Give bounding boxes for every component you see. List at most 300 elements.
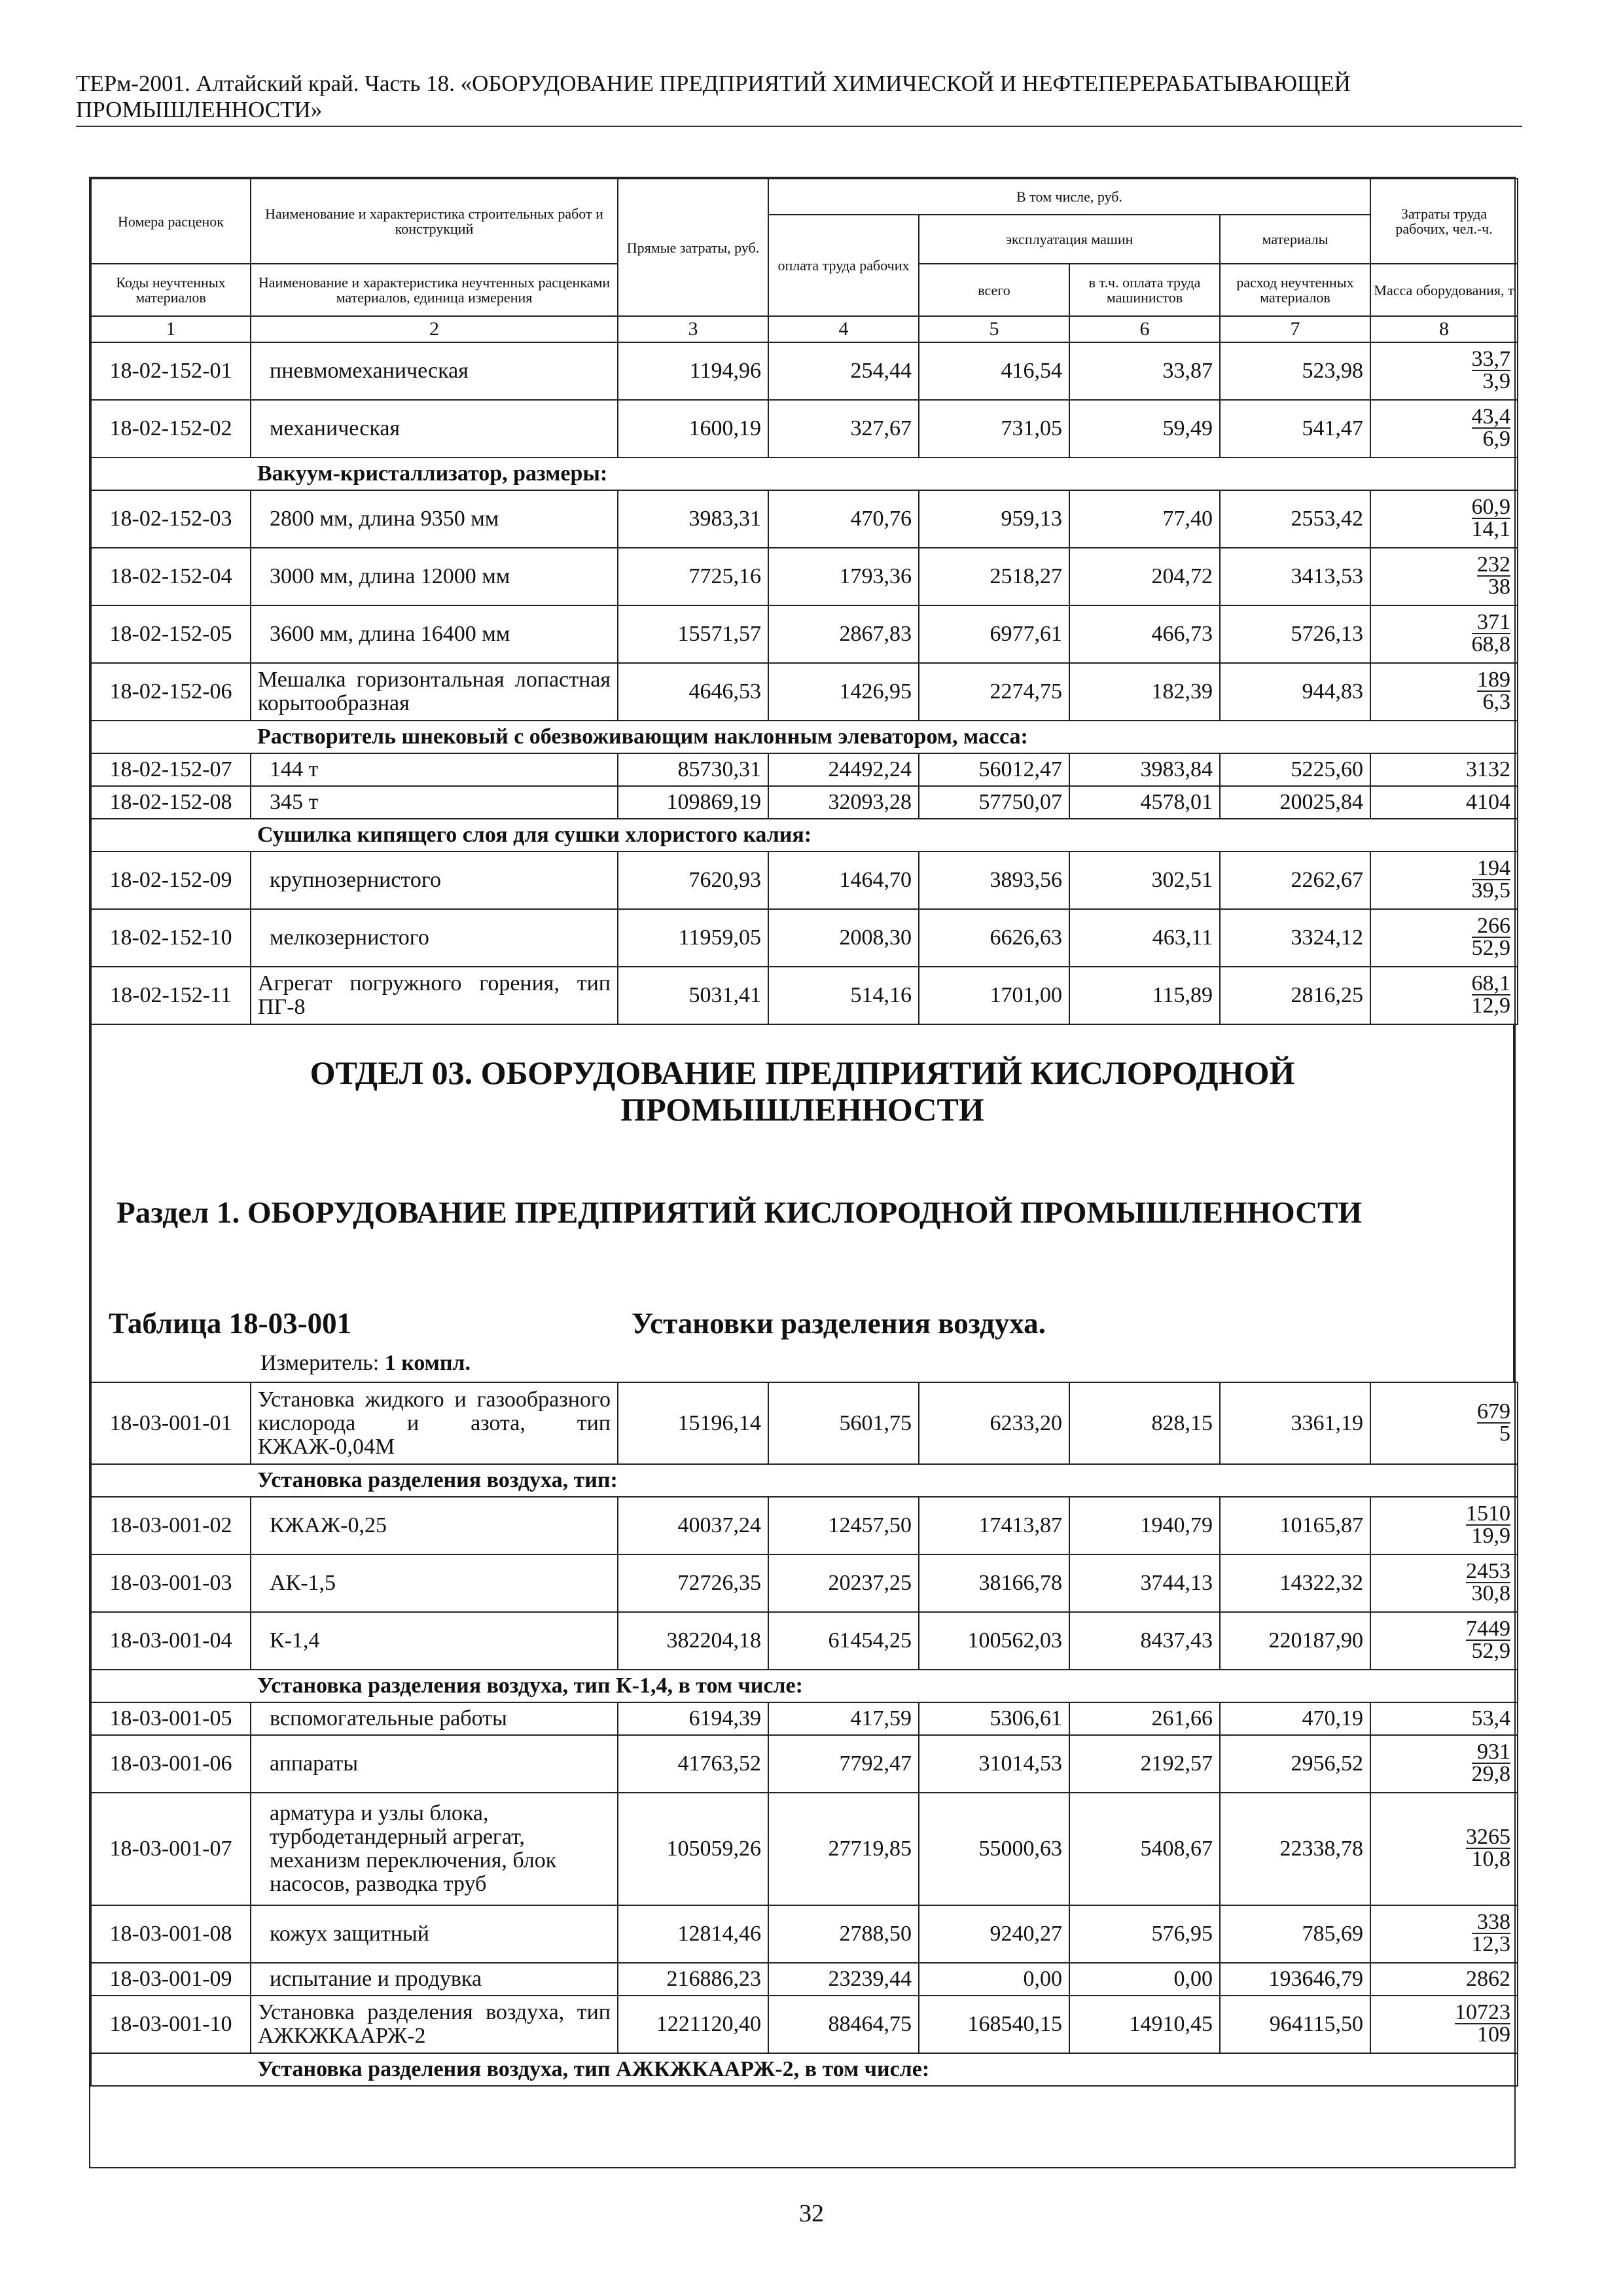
column-number: 7	[1220, 316, 1370, 342]
machines-total: 9240,27	[919, 1905, 1069, 1963]
labor-pay: 88464,75	[768, 1996, 919, 2053]
machines-pay: 302,51	[1069, 852, 1220, 909]
header-materials-sub: расход неучтенных материалов	[1220, 264, 1370, 316]
labor-pay: 1464,70	[768, 852, 919, 909]
labor-mass	[1370, 1963, 1518, 1996]
price-table-part-2	[90, 1382, 1518, 2087]
header-name-alt: Наименование и характеристика неучтенных расценками материалов, единица измерения	[251, 264, 618, 316]
labor-pay: 2008,30	[768, 909, 919, 967]
labor-over-mass-fraction	[1477, 670, 1510, 712]
section-title	[92, 1054, 1513, 1128]
equipment-mass: 12,3	[1471, 1932, 1510, 1956]
machines-pay: 261,66	[1069, 1702, 1220, 1735]
equipment-mass: 39,5	[1471, 878, 1511, 903]
work-name: аппараты	[251, 1735, 618, 1793]
group-heading: Вакуум-кристаллизатор, размеры:	[251, 457, 1518, 490]
equipment-mass: 6,3	[1482, 690, 1511, 714]
machines-total: 56012,47	[919, 753, 1069, 786]
machines-pay: 33,87	[1069, 342, 1220, 400]
labor-over-mass-fraction	[1466, 1561, 1510, 1604]
work-name: 2800 мм, длина 9350 мм	[251, 490, 618, 548]
materials: 10165,87	[1220, 1497, 1370, 1554]
labor-hours: 4104	[1466, 790, 1511, 814]
equipment-mass: 68,8	[1471, 632, 1511, 656]
labor-pay: 2867,83	[768, 605, 919, 663]
running-header-line2: ПРОМЫШЛЕННОСТИ»	[76, 97, 323, 122]
machines-pay: 8437,43	[1069, 1612, 1220, 1670]
labor-mass	[1370, 1996, 1518, 2053]
page-number: 32	[799, 2200, 824, 2227]
table-row	[91, 663, 1518, 721]
labor-hours: 43,4	[1471, 404, 1511, 429]
labor-hours: 1510	[1466, 1501, 1510, 1526]
table-name: Установки разделения воздуха.	[632, 1307, 1046, 1340]
table-row	[91, 490, 1518, 548]
machines-total: 6233,20	[919, 1382, 1069, 1464]
group-empty-cell	[91, 819, 251, 852]
rate-code: 18-03-001-03	[91, 1554, 251, 1612]
table-row	[91, 967, 1518, 1024]
direct-cost: 1600,19	[618, 400, 768, 457]
labor-hours: 3265	[1466, 1825, 1510, 1849]
labor-hours: 53,4	[1471, 1706, 1510, 1731]
machines-total: 168540,15	[919, 1996, 1069, 2053]
labor-pay: 7792,47	[768, 1735, 919, 1793]
direct-cost: 1194,96	[618, 342, 768, 400]
direct-cost: 216886,23	[618, 1963, 768, 1996]
column-number: 1	[91, 316, 251, 342]
table-row	[91, 753, 1518, 786]
group-heading-row	[91, 819, 1518, 852]
rate-code: 18-02-152-08	[91, 786, 251, 819]
labor-over-mass-fraction	[1472, 497, 1511, 539]
work-name: 345 т	[251, 786, 618, 819]
header-name: Наименование и характеристика строительных работ и конструкций	[251, 179, 618, 264]
labor-pay: 254,44	[768, 342, 919, 400]
equipment-mass: 29,8	[1471, 1762, 1510, 1786]
materials: 2262,67	[1220, 852, 1370, 909]
work-name: Мешалка горизонтальная лопастная корытообразная	[251, 663, 618, 721]
header-machines: эксплуатация машин	[919, 215, 1220, 264]
labor-mass	[1370, 1382, 1518, 1464]
rate-code: 18-02-152-02	[91, 400, 251, 457]
machines-total: 17413,87	[919, 1497, 1069, 1554]
rate-code: 18-02-152-03	[91, 490, 251, 548]
machines-pay: 3983,84	[1069, 753, 1220, 786]
labor-hours: 338	[1472, 1912, 1511, 1934]
equipment-mass: 6,9	[1482, 427, 1511, 451]
materials: 20025,84	[1220, 786, 1370, 819]
labor-pay: 5601,75	[768, 1382, 919, 1464]
machines-total: 1701,00	[919, 967, 1069, 1024]
work-name: К-1,4	[251, 1612, 618, 1670]
work-name: пневмомеханическая	[251, 342, 618, 400]
group-empty-cell	[91, 1464, 251, 1497]
table-row	[91, 1735, 1518, 1793]
rate-code: 18-02-152-09	[91, 852, 251, 909]
section-title-line1: ОТДЕЛ 03. ОБОРУДОВАНИЕ ПРЕДПРИЯТИЙ КИСЛОРОДНОЙ	[310, 1054, 1295, 1091]
labor-pay: 24492,24	[768, 753, 919, 786]
machines-pay: 14910,45	[1069, 1996, 1220, 2053]
header-direct: Прямые затраты, руб.	[618, 179, 768, 316]
column-number: 8	[1370, 316, 1518, 342]
machines-total: 2274,75	[919, 663, 1069, 721]
materials: 944,83	[1220, 663, 1370, 721]
rate-code: 18-03-001-08	[91, 1905, 251, 1963]
header-materials: материалы	[1220, 215, 1370, 264]
direct-cost: 7725,16	[618, 548, 768, 605]
direct-cost: 5031,41	[618, 967, 768, 1024]
table-row	[91, 342, 1518, 400]
header-mass: Масса оборудования, т	[1370, 264, 1518, 316]
rate-code: 18-02-152-10	[91, 909, 251, 967]
measure-unit-value: 1 компл.	[384, 1351, 471, 1375]
work-name: КЖАЖ-0,25	[251, 1497, 618, 1554]
labor-hours: 232	[1477, 552, 1511, 577]
labor-mass	[1370, 909, 1518, 967]
subsection-title: Раздел 1. ОБОРУДОВАНИЕ ПРЕДПРИЯТИЙ КИСЛОРОДНОЙ ПРОМЫШЛЕННОСТИ	[116, 1196, 1363, 1230]
materials: 3361,19	[1220, 1382, 1370, 1464]
direct-cost: 15571,57	[618, 605, 768, 663]
machines-pay: 5408,67	[1069, 1793, 1220, 1905]
materials: 785,69	[1220, 1905, 1370, 1963]
machines-total: 31014,53	[919, 1735, 1069, 1793]
rate-code: 18-03-001-01	[91, 1382, 251, 1464]
direct-cost: 85730,31	[618, 753, 768, 786]
labor-mass	[1370, 753, 1518, 786]
labor-mass	[1370, 342, 1518, 400]
labor-mass	[1370, 1735, 1518, 1793]
rate-code: 18-02-152-01	[91, 342, 251, 400]
table-row	[91, 1554, 1518, 1612]
group-empty-cell	[91, 1670, 251, 1702]
materials: 3324,12	[1220, 909, 1370, 967]
table-row	[91, 852, 1518, 909]
labor-hours: 68,1	[1471, 971, 1511, 996]
work-name: АК-1,5	[251, 1554, 618, 1612]
machines-total: 6977,61	[919, 605, 1069, 663]
table-row	[91, 548, 1518, 605]
work-name: мелкозернистого	[251, 909, 618, 967]
work-name: арматура и узлы блока, турбодетандерный агрегат, механизм переключения, блок насосов, разводка труб	[251, 1793, 618, 1905]
materials: 3413,53	[1220, 548, 1370, 605]
direct-cost: 382204,18	[618, 1612, 768, 1670]
work-name: 3000 мм, длина 12000 мм	[251, 548, 618, 605]
labor-hours: 60,9	[1471, 495, 1511, 519]
machines-pay: 466,73	[1069, 605, 1220, 663]
direct-cost: 40037,24	[618, 1497, 768, 1554]
equipment-mass: 19,9	[1471, 1524, 1510, 1548]
equipment-mass: 14,1	[1471, 517, 1511, 541]
labor-mass	[1370, 605, 1518, 663]
machines-pay: 182,39	[1069, 663, 1220, 721]
direct-cost: 3983,31	[618, 490, 768, 548]
header-labor-pay: оплата труда рабочих	[768, 215, 919, 316]
rate-code: 18-02-152-06	[91, 663, 251, 721]
group-heading-row	[91, 1464, 1518, 1497]
machines-total: 6626,63	[919, 909, 1069, 967]
materials: 14322,32	[1220, 1554, 1370, 1612]
labor-mass	[1370, 400, 1518, 457]
column-number: 6	[1069, 316, 1220, 342]
labor-hours: 266	[1472, 916, 1511, 938]
table-row	[91, 786, 1518, 819]
materials: 220187,90	[1220, 1612, 1370, 1670]
group-heading: Сушилка кипящего слоя для сушки хлористого калия:	[251, 819, 1518, 852]
machines-pay: 115,89	[1069, 967, 1220, 1024]
group-heading-row	[91, 721, 1518, 753]
labor-hours: 7449	[1466, 1617, 1510, 1641]
labor-over-mass-fraction	[1455, 2002, 1510, 2045]
labor-over-mass-fraction	[1472, 406, 1511, 449]
labor-mass	[1370, 852, 1518, 909]
machines-pay: 576,95	[1069, 1905, 1220, 1963]
labor-over-mass-fraction	[1466, 1503, 1510, 1546]
labor-hours: 33,7	[1471, 347, 1511, 371]
work-name: Установка жидкого и газообразного кислорода и азота, тип КЖАЖ-0,04М	[251, 1382, 618, 1464]
work-name: Установка разделения воздуха, тип АЖКЖКААРЖ-2	[251, 1996, 618, 2053]
machines-pay: 2192,57	[1069, 1735, 1220, 1793]
work-name: 144 т	[251, 753, 618, 786]
table-row	[91, 400, 1518, 457]
rate-code: 18-02-152-04	[91, 548, 251, 605]
direct-cost: 72726,35	[618, 1554, 768, 1612]
section-title-line2: ПРОМЫШЛЕННОСТИ	[620, 1091, 984, 1128]
labor-mass	[1370, 663, 1518, 721]
equipment-mass: 3,9	[1482, 369, 1511, 393]
machines-pay: 828,15	[1069, 1382, 1220, 1464]
labor-mass	[1370, 548, 1518, 605]
materials: 2816,25	[1220, 967, 1370, 1024]
table-row	[91, 1497, 1518, 1554]
labor-over-mass-fraction	[1472, 973, 1511, 1016]
header-labor: Затраты труда рабочих, чел.-ч.	[1370, 179, 1518, 264]
labor-mass	[1370, 967, 1518, 1024]
labor-mass	[1370, 1612, 1518, 1670]
rate-code: 18-03-001-06	[91, 1735, 251, 1793]
labor-over-mass-fraction	[1466, 1619, 1510, 1661]
machines-total: 959,13	[919, 490, 1069, 548]
machines-total: 3893,56	[919, 852, 1069, 909]
labor-hours: 10723	[1455, 2000, 1510, 2024]
labor-hours: 2862	[1466, 1967, 1510, 1991]
group-heading: Установка разделения воздуха, тип:	[251, 1464, 1518, 1497]
labor-hours: 194	[1472, 858, 1511, 880]
machines-pay: 59,49	[1069, 400, 1220, 457]
work-name: 3600 мм, длина 16400 мм	[251, 605, 618, 663]
materials: 523,98	[1220, 342, 1370, 400]
header-codes: Номера расценок	[91, 179, 251, 264]
labor-over-mass-fraction	[1472, 858, 1511, 901]
labor-over-mass-fraction	[1472, 916, 1511, 958]
labor-hours: 679	[1477, 1399, 1510, 1424]
equipment-mass: 52,9	[1471, 1639, 1510, 1663]
table-label: Таблица 18-03-001	[109, 1307, 352, 1340]
labor-pay: 327,67	[768, 400, 919, 457]
header-machines-pay: в т.ч. оплата труда машинистов	[1069, 264, 1220, 316]
labor-pay: 514,16	[768, 967, 919, 1024]
measure-unit-label: Измеритель:	[260, 1351, 380, 1375]
labor-pay: 23239,44	[768, 1963, 919, 1996]
labor-pay: 61454,25	[768, 1612, 919, 1670]
work-name: крупнозернистого	[251, 852, 618, 909]
machines-pay: 77,40	[1069, 490, 1220, 548]
measure-unit	[260, 1351, 471, 1376]
table-row	[91, 1963, 1518, 1996]
machines-total: 100562,03	[919, 1612, 1069, 1670]
equipment-mass: 5	[1499, 1421, 1510, 1446]
materials: 2956,52	[1220, 1735, 1370, 1793]
labor-mass	[1370, 786, 1518, 819]
labor-hours: 189	[1477, 668, 1511, 692]
work-name: Агрегат погружного горения, тип ПГ-8	[251, 967, 618, 1024]
materials: 541,47	[1220, 400, 1370, 457]
labor-hours: 3132	[1466, 757, 1511, 781]
work-name: кожух защитный	[251, 1905, 618, 1963]
labor-pay: 1793,36	[768, 548, 919, 605]
machines-total: 2518,27	[919, 548, 1069, 605]
group-heading-row	[91, 1670, 1518, 1702]
group-heading-row	[91, 2053, 1518, 2086]
direct-cost: 105059,26	[618, 1793, 768, 1905]
machines-pay: 4578,01	[1069, 786, 1220, 819]
labor-over-mass-fraction	[1477, 1401, 1510, 1444]
table-row	[91, 605, 1518, 663]
labor-over-mass-fraction	[1472, 612, 1511, 655]
table-row	[91, 909, 1518, 967]
rate-code: 18-03-001-05	[91, 1702, 251, 1735]
direct-cost: 109869,19	[618, 786, 768, 819]
group-heading-row	[91, 457, 1518, 490]
table-row	[91, 1996, 1518, 2053]
machines-total: 0,00	[919, 1963, 1069, 1996]
materials: 193646,79	[1220, 1963, 1370, 1996]
labor-pay: 1426,95	[768, 663, 919, 721]
machines-total: 57750,07	[919, 786, 1069, 819]
machines-total: 416,54	[919, 342, 1069, 400]
rate-code: 18-03-001-02	[91, 1497, 251, 1554]
rate-code: 18-03-001-07	[91, 1793, 251, 1905]
header-incl: В том числе, руб.	[768, 179, 1370, 215]
labor-pay: 32093,28	[768, 786, 919, 819]
machines-pay: 0,00	[1069, 1963, 1220, 1996]
table-row	[91, 1702, 1518, 1735]
rate-code: 18-02-152-07	[91, 753, 251, 786]
group-empty-cell	[91, 2053, 251, 2086]
materials: 5225,60	[1220, 753, 1370, 786]
section-heading-block	[90, 1025, 1514, 1382]
labor-over-mass-fraction	[1472, 349, 1511, 391]
direct-cost: 6194,39	[618, 1702, 768, 1735]
machines-pay: 463,11	[1069, 909, 1220, 967]
labor-mass	[1370, 1497, 1518, 1554]
header-machines-total: всего	[919, 264, 1069, 316]
equipment-mass: 10,8	[1471, 1847, 1510, 1871]
group-empty-cell	[91, 457, 251, 490]
machines-total: 55000,63	[919, 1793, 1069, 1905]
price-table-frame	[89, 177, 1516, 2168]
labor-pay: 20237,25	[768, 1554, 919, 1612]
materials: 964115,50	[1220, 1996, 1370, 2053]
direct-cost: 15196,14	[618, 1382, 768, 1464]
equipment-mass: 109	[1477, 2022, 1510, 2047]
header-rule	[76, 126, 1522, 127]
labor-hours: 2453	[1466, 1559, 1510, 1583]
materials: 22338,78	[1220, 1793, 1370, 1905]
rate-code: 18-03-001-04	[91, 1612, 251, 1670]
labor-mass	[1370, 1554, 1518, 1612]
labor-hours: 371	[1472, 612, 1511, 634]
group-empty-cell	[91, 721, 251, 753]
group-heading: Установка разделения воздуха, тип К-1,4, в том числе:	[251, 1670, 1518, 1702]
work-name: испытание и продувка	[251, 1963, 618, 1996]
direct-cost: 12814,46	[618, 1905, 768, 1963]
table-row	[91, 1905, 1518, 1963]
price-table-part-1	[90, 178, 1518, 1025]
header-codes-alt: Коды неучтенных материалов	[91, 264, 251, 316]
column-number: 3	[618, 316, 768, 342]
materials: 5726,13	[1220, 605, 1370, 663]
labor-pay: 417,59	[768, 1702, 919, 1735]
labor-pay: 470,76	[768, 490, 919, 548]
machines-total: 5306,61	[919, 1702, 1069, 1735]
labor-mass	[1370, 490, 1518, 548]
machines-pay: 3744,13	[1069, 1554, 1220, 1612]
direct-cost: 11959,05	[618, 909, 768, 967]
direct-cost: 41763,52	[618, 1735, 768, 1793]
materials: 2553,42	[1220, 490, 1370, 548]
group-heading: Растворитель шнековый с обезвоживающим наклонным элеватором, масса:	[251, 721, 1518, 753]
table-row	[91, 1612, 1518, 1670]
column-number: 4	[768, 316, 919, 342]
equipment-mass: 30,8	[1471, 1581, 1510, 1605]
machines-total: 731,05	[919, 400, 1069, 457]
column-number: 2	[251, 316, 618, 342]
labor-mass	[1370, 1905, 1518, 1963]
rate-code: 18-02-152-05	[91, 605, 251, 663]
labor-over-mass-fraction	[1472, 1912, 1511, 1954]
running-header	[76, 71, 1522, 123]
equipment-mass: 12,9	[1471, 994, 1511, 1018]
labor-hours: 931	[1472, 1742, 1511, 1764]
labor-pay: 2788,50	[768, 1905, 919, 1963]
rate-code: 18-03-001-10	[91, 1996, 251, 2053]
machines-pay: 204,72	[1069, 548, 1220, 605]
equipment-mass: 52,9	[1471, 936, 1511, 960]
labor-mass	[1370, 1793, 1518, 1905]
work-name: механическая	[251, 400, 618, 457]
labor-over-mass-fraction	[1477, 554, 1510, 597]
direct-cost: 4646,53	[618, 663, 768, 721]
rate-code: 18-03-001-09	[91, 1963, 251, 1996]
labor-pay: 12457,50	[768, 1497, 919, 1554]
labor-pay: 27719,85	[768, 1793, 919, 1905]
work-name: вспомогательные работы	[251, 1702, 618, 1735]
labor-over-mass-fraction	[1466, 1827, 1510, 1869]
machines-total: 38166,78	[919, 1554, 1069, 1612]
direct-cost: 7620,93	[618, 852, 768, 909]
materials: 470,19	[1220, 1702, 1370, 1735]
table-row	[91, 1793, 1518, 1905]
table-row	[91, 1382, 1518, 1464]
labor-over-mass-fraction	[1472, 1742, 1511, 1784]
direct-cost: 1221120,40	[618, 1996, 768, 2053]
machines-pay: 1940,79	[1069, 1497, 1220, 1554]
column-number: 5	[919, 316, 1069, 342]
group-heading: Установка разделения воздуха, тип АЖКЖКААРЖ-2, в том числе:	[251, 2053, 1518, 2086]
equipment-mass: 38	[1488, 575, 1511, 599]
running-header-line1: ТЕРм-2001. Алтайский край. Часть 18. «ОБОРУДОВАНИЕ ПРЕДПРИЯТИЙ ХИМИЧЕСКОЙ И НЕФТЕПЕРЕРАБАТЫВАЮЩЕЙ	[76, 71, 1351, 96]
